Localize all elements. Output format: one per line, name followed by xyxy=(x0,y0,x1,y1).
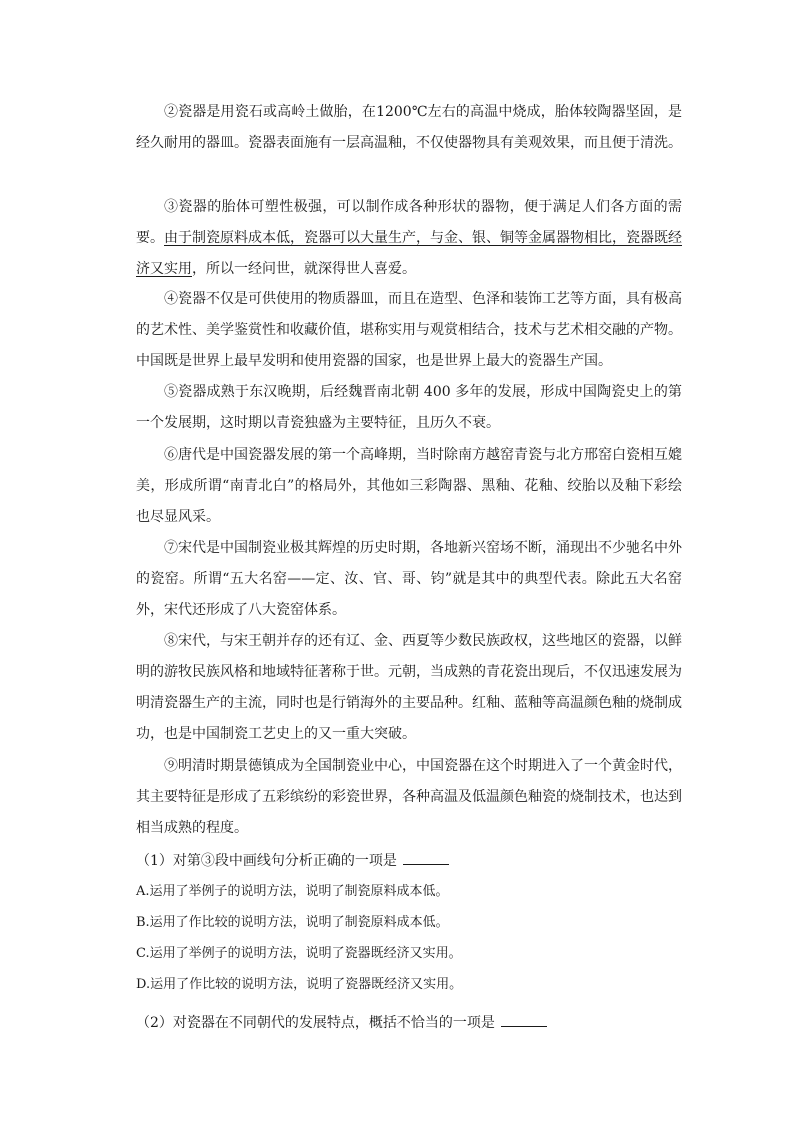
answer-blank-1[interactable] xyxy=(403,850,449,865)
question-1-text: （1）对第③段中画线句分析正确的一项是 xyxy=(136,853,397,869)
paragraph-4: ④瓷器不仅是可供使用的物质器皿，而且在造型、色泽和装饰工艺等方面，具有极高的艺术性、美学鉴赏性和收藏价值，堪称实用与观赏相结合，技术与艺术相交融的产物。中国既是世界上最早发明和使用瓷器的国家，也是世界上最大的瓷器生产国。 xyxy=(136,291,682,369)
option-b[interactable]: B.运用了作比较的说明方法，说明了制瓷原料成本低。 xyxy=(136,915,449,930)
option-d[interactable]: D.运用了作比较的说明方法，说明了瓷器既经济又实用。 xyxy=(136,977,463,992)
paragraph-3-text-after: ，所以一经问世，就深得世人喜爱。 xyxy=(192,261,416,277)
question-2-text: （2）对瓷器在不同朝代的发展特点，概括不恰当的一项是 xyxy=(136,1015,495,1031)
paragraph-9: ⑨明清时期景德镇成为全国制瓷业中心，中国瓷器在这个时期进入了一个黄金时代，其主要特征是形成了五彩缤纷的彩瓷世界，各种高温及低温颜色釉瓷的烧制技术，也达到相当成熟的程度。 xyxy=(136,758,682,836)
paragraph-7: ⑦宋代是中国制瓷业极其辉煌的历史时期，各地新兴窑场不断，涌现出不少驰名中外的瓷窑。所谓“五大名窑——定、汝、官、哥、钧”就是其中的典型代表。除此五大名窑外，宋代还形成了八大瓷窑体系。 xyxy=(136,540,682,618)
paragraph-3-text-before: ③瓷器的胎体可塑性极强，可以制作成各种形状的器物，便于满足人们各方面的需要。 xyxy=(136,199,682,246)
question-1 xyxy=(136,850,682,871)
answer-blank-2[interactable] xyxy=(501,1012,547,1027)
paragraph-3 xyxy=(136,192,682,285)
paragraph-8: ⑧宋代，与宋王朝并存的还有辽、金、西夏等少数民族政权，这些地区的瓷器，以鲜明的游牧民族风格和地域特征著称于世。元朝，当成熟的青花瓷出现后，不仅迅速发展为明清瓷器生产的主流，同时也是行销海外的主要品种。红釉、蓝釉等高温颜色釉的烧制成功，也是中国制瓷工艺史上的又一重大突破。 xyxy=(136,633,682,742)
question-2 xyxy=(136,1012,682,1033)
underlined-sentence: 由于制瓷原料成本低，瓷器可以大量生产，与金、银、铜等金属器物相比，瓷器既经济又实用 xyxy=(136,230,682,277)
option-c[interactable]: C.运用了举例子的说明方法，说明了瓷器既经济又实用。 xyxy=(136,946,462,961)
paragraph-5: ⑤瓷器成熟于东汉晚期，后经魏晋南北朝 400 多年的发展，形成中国陶瓷史上的第一个发展期，这时期以青瓷独盛为主要特征，且历久不衰。 xyxy=(136,384,682,431)
paragraph-2: ②瓷器是用瓷石或高岭土做胎，在1200℃左右的高温中烧成，胎体较陶器坚固，是经久耐用的器皿。瓷器表面施有一层高温釉，不仅使器物具有美观效果，而且便于清洗。 xyxy=(136,104,682,151)
option-a[interactable]: A.运用了举例子的说明方法，说明了制瓷原料成本低。 xyxy=(136,884,449,899)
paragraph-6: ⑥唐代是中国瓷器发展的第一个高峰期，当时除南方越窑青瓷与北方邢窑白瓷相互媲美，形成所谓“南青北白”的格局外，其他如三彩陶器、黑釉、花釉、绞胎以及釉下彩绘也尽显风采。 xyxy=(136,447,682,525)
